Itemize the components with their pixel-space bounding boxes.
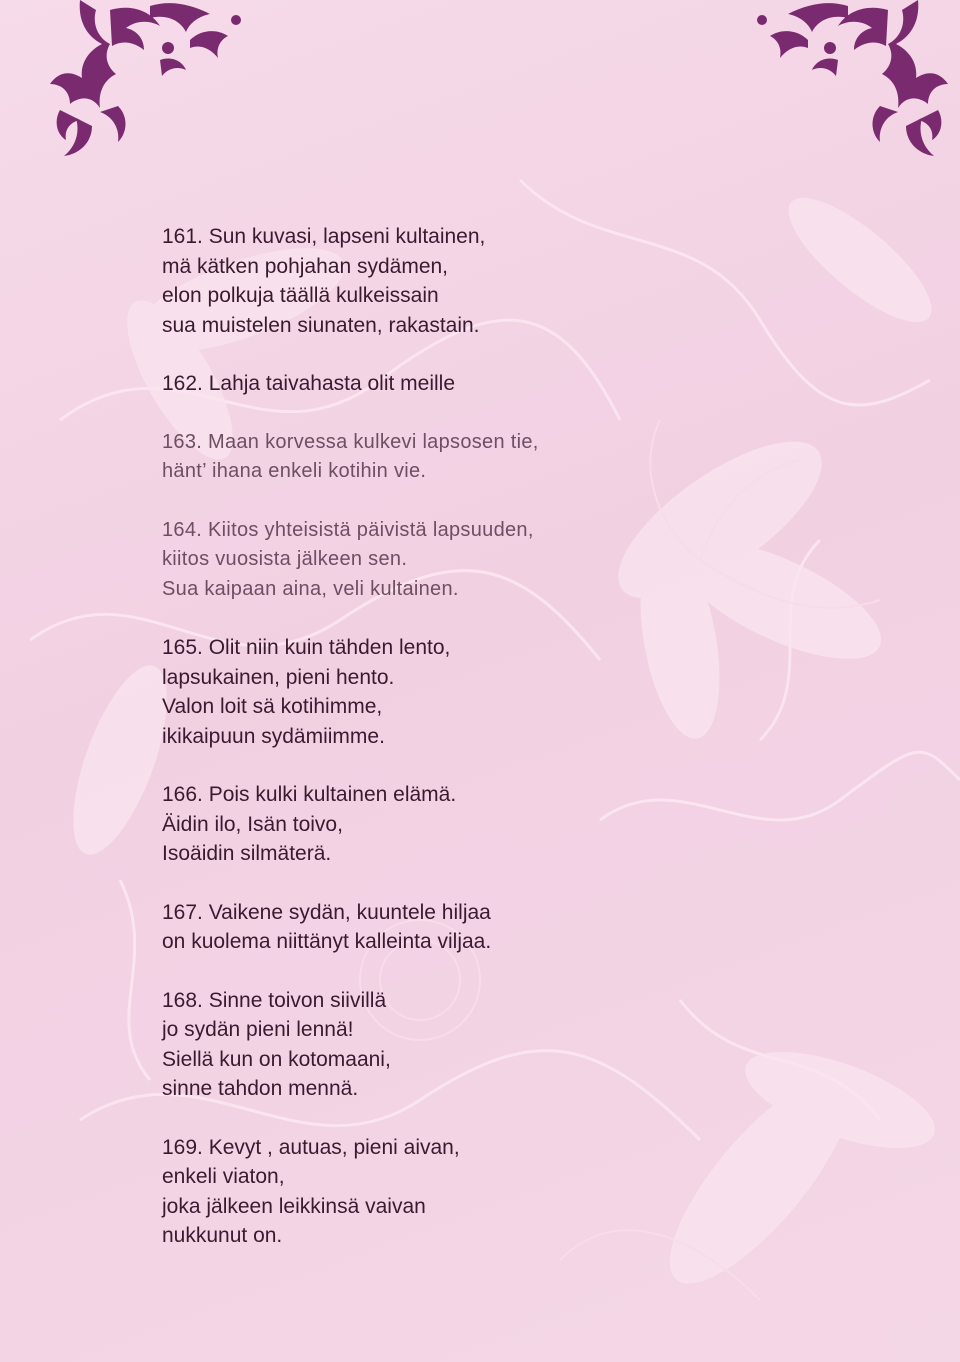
verse-168 (162, 986, 802, 1104)
verse-line: mä kätken pohjahan sydämen, (162, 254, 449, 278)
verse-163 (162, 428, 802, 487)
verse-167 (162, 898, 802, 957)
verse-line: sinne tahdon mennä. (162, 1077, 359, 1100)
verse-line: 164. Kiitos yhteisistä päivistä lapsuuden, (162, 518, 534, 541)
verse-line: sua muistelen siunaten, rakastain. (162, 313, 480, 337)
verse-line: hänt’ ihana enkeli kotihin vie. (162, 460, 427, 482)
verse-162 (162, 369, 802, 399)
verse-line: 161. Sun kuvasi, lapseni kultainen, (162, 225, 486, 248)
verse-line: 168. Sinne toivon siivillä (162, 988, 387, 1012)
verse-line: enkeli viaton, (162, 1165, 285, 1188)
verse-line: Sua kaipaan aina, veli kultainen. (162, 577, 459, 600)
verse-line: Isoäidin silmäterä. (162, 842, 332, 865)
verse-line: Valon loit sä kotihimme, (162, 695, 383, 718)
verse-161 (162, 222, 802, 340)
verse-line: 162. Lahja taivahasta olit meille (162, 372, 456, 395)
verse-line: ikikaipuun sydämiimme. (162, 724, 385, 748)
verse-line: kiitos vuosista jälkeen sen. (162, 548, 408, 570)
verse-line: nukkunut on. (162, 1224, 283, 1247)
verse-line: on kuolema niittänyt kalleinta viljaa. (162, 930, 492, 953)
verse-line: lapsukainen, pieni hento. (162, 665, 395, 689)
verse-line: 166. Pois kulki kultainen elämä. (162, 783, 457, 806)
fleur-scroll-ornament-icon (40, 0, 270, 160)
verse-line: elon polkuja täällä kulkeissain (162, 284, 439, 307)
verse-line: 169. Kevyt , autuas, pieni aivan, (162, 1135, 460, 1159)
verse-line: joka jälkeen leikkinsä vaivan (162, 1194, 426, 1218)
verse-line: 165. Olit niin kuin tähden lento, (162, 636, 451, 659)
verse-line: 163. Maan korvessa kulkevi lapsosen tie, (162, 430, 539, 453)
verse-list (162, 222, 802, 1280)
verse-166 (162, 780, 802, 869)
verse-164 (162, 516, 802, 605)
verse-169 (162, 1133, 802, 1251)
fleur-scroll-ornament-icon (728, 0, 958, 160)
verse-line: Siellä kun on kotomaani, (162, 1047, 391, 1071)
verse-line: 167. Vaikene sydän, kuuntele hiljaa (162, 900, 491, 924)
verse-line: Äidin ilo, Isän toivo, (162, 812, 343, 836)
verse-165 (162, 633, 802, 751)
verse-line: jo sydän pieni lennä! (162, 1018, 354, 1041)
